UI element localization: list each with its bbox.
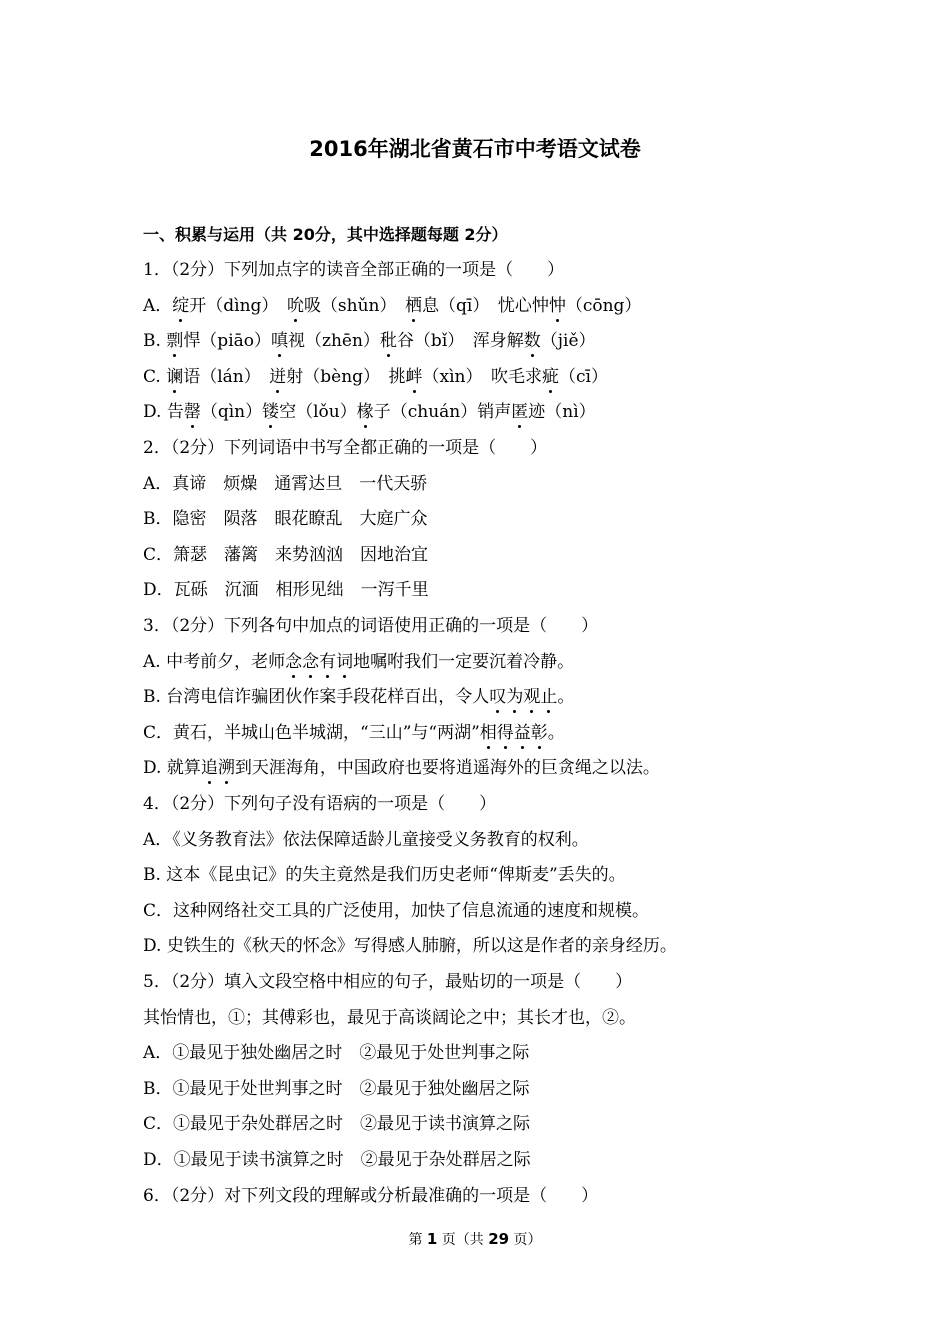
dotted-character: 有 — [319, 651, 337, 672]
line-text: D. 史铁生的《秋天的怀念》写得感人肺腑，所以这是作者的亲身经历。 — [143, 936, 677, 957]
dotted-character: 衅 — [405, 366, 423, 387]
dotted-character: 止 — [540, 687, 558, 708]
line-text: 迹（nì） — [528, 402, 596, 423]
line-text: 3．（2分）下列各句中加点的词语使用正确的一项是（ ） — [143, 616, 599, 636]
text-line — [143, 507, 428, 531]
line-text: 射（bèng） 挑 — [286, 366, 406, 387]
dotted-character: 吮 — [286, 295, 304, 316]
line-text: A． — [143, 295, 173, 316]
line-text: A. 中考前夕，老师 — [143, 651, 286, 672]
text-line — [143, 934, 677, 958]
dotted-character: 得 — [496, 722, 514, 743]
line-text: 到天涯海角，中国政府也要将逍遥海外的巨贪绳之以法。 — [234, 758, 660, 779]
text-line — [143, 258, 564, 282]
text-line — [143, 899, 649, 923]
dotted-character: 迸 — [269, 366, 287, 387]
dotted-character: 忡 — [548, 295, 566, 316]
dotted-character: 绽 — [172, 295, 190, 316]
line-text: 吸（shǔn） — [303, 295, 406, 316]
line-text: （cōng） — [565, 295, 642, 316]
text-line — [143, 472, 427, 496]
text-line — [143, 828, 589, 852]
line-text: 语（lán） — [183, 366, 270, 387]
dotted-character: 为 — [506, 687, 524, 708]
exam-title: 2016年湖北省黄石市中考语文试卷 — [309, 137, 641, 161]
text-line — [143, 543, 428, 567]
text-line — [143, 329, 596, 353]
text-line — [143, 970, 632, 994]
dotted-character: 匿 — [511, 402, 529, 423]
text-line — [143, 1041, 529, 1065]
text-line — [143, 1077, 530, 1101]
line-text: A．《义务教育法》依法保障适龄儿童接受义务教育的权利。 — [143, 829, 589, 850]
line-text: 子（chuán）销声 — [373, 402, 512, 423]
text-line — [143, 756, 660, 780]
line-text: 悍（piāo） — [183, 331, 272, 352]
line-text: 谷（bǐ） 浑身解 — [396, 331, 524, 352]
line-text: 开（dìng） — [189, 295, 287, 316]
line-text: B．隐密 陨落 眼花瞭乱 大庭广众 — [143, 509, 428, 530]
line-text: C．黄石，半城山色半城湖，“三山”与“两湖” — [143, 722, 480, 743]
footer-total-pages: 29 — [488, 1230, 510, 1248]
line-text: （qìn） — [200, 402, 263, 423]
dotted-character: 剽 — [166, 331, 184, 352]
page-footer — [0, 1229, 950, 1249]
text-line — [143, 1112, 530, 1136]
dotted-character: 数 — [523, 331, 541, 352]
line-text: D. 就算 — [143, 758, 201, 779]
footer-page-number: 1 — [426, 1230, 438, 1248]
text-line — [143, 1148, 531, 1172]
dotted-character: 相 — [479, 722, 497, 743]
line-text: C. — [143, 366, 167, 387]
text-line — [143, 1006, 636, 1030]
line-text: 6．（2分）对下列文段的理解或分析最准确的一项是（ ） — [143, 1185, 599, 1206]
dotted-character: 念 — [302, 651, 320, 672]
line-text: D. 告 — [143, 402, 184, 423]
dotted-character: 溯 — [217, 758, 235, 779]
text-line — [143, 365, 608, 389]
footer-prefix: 第 — [408, 1232, 427, 1248]
text-line — [143, 1184, 598, 1208]
dotted-character: 罄 — [183, 402, 201, 423]
dotted-character: 叹 — [489, 687, 507, 708]
line-text: 地嘱咐我们一定要沉着冷静。 — [353, 651, 575, 672]
line-text: B. — [143, 331, 167, 352]
text-line — [143, 400, 596, 424]
dotted-character: 彰 — [530, 722, 548, 743]
dotted-character: 镂 — [262, 402, 280, 423]
dotted-character: 谰 — [166, 366, 184, 387]
line-text: 其怡情也，①；其傅彩也，最见于高谈阔论之中；其长才也，②。 — [143, 1007, 636, 1028]
text-line — [143, 685, 574, 709]
text-line — [143, 792, 496, 816]
text-line — [143, 614, 598, 638]
line-text: B．①最见于处世判事之时 ②最见于独处幽居之际 — [143, 1078, 530, 1099]
line-text: D．瓦砾 沉湎 相形见绌 一泻千里 — [143, 580, 429, 601]
text-line — [143, 578, 429, 602]
text-line — [143, 436, 547, 460]
dotted-character: 词 — [336, 651, 354, 672]
line-text: 4．（2分）下列句子没有语病的一项是（ ） — [143, 794, 497, 814]
line-text: 5．（2分）填入文段空格中相应的句子，最贴切的一项是（ ） — [143, 972, 633, 992]
dotted-character: 秕 — [379, 331, 397, 352]
line-text: （cī） — [559, 366, 608, 387]
dotted-character: 观 — [523, 687, 541, 708]
line-text: B. 这本《昆虫记》的失主竟然是我们历史老师“俾斯麦”丢失的。 — [143, 865, 626, 886]
line-text: D．①最见于读书演算之时 ②最见于杂处群居之际 — [143, 1150, 531, 1170]
text-line — [143, 863, 626, 887]
dotted-character: 益 — [513, 722, 531, 743]
line-text: A．真谛 烦燥 通霄达旦 一代天骄 — [143, 473, 428, 494]
footer-middle: 页（共 — [437, 1232, 489, 1248]
line-text: C．①最见于杂处群居之时 ②最见于读书演算之际 — [143, 1114, 531, 1135]
dotted-character: 念 — [285, 651, 303, 672]
line-text: 2．（2分）下列词语中书写全都正确的一项是（ ） — [143, 438, 548, 458]
line-text: 1．（2分）下列加点字的读音全部正确的一项是（ ） — [143, 260, 565, 280]
footer-suffix: 页） — [509, 1232, 542, 1248]
dotted-character: 追 — [200, 758, 218, 779]
line-text: （jiě） — [540, 331, 596, 352]
dotted-character: 栖 — [405, 295, 423, 316]
dotted-character: 椽 — [356, 402, 374, 423]
line-text: 息（qī） 忧心忡 — [422, 295, 549, 316]
section-heading: 一、积累与运用（共 20分，其中选择题每题 2分） — [143, 225, 508, 244]
line-text: （xìn） 吹毛求 — [422, 366, 543, 387]
text-line — [143, 650, 574, 674]
dotted-character: 嗔 — [271, 331, 289, 352]
line-text: A．①最见于独处幽居之时 ②最见于处世判事之际 — [143, 1043, 530, 1064]
line-text: B. 台湾电信诈骗团伙作案手段花样百出，令人 — [143, 687, 490, 708]
text-line — [143, 721, 565, 745]
line-text: 视（zhēn） — [288, 331, 380, 352]
line-text: 空（lǒu） — [279, 402, 357, 423]
text-line — [143, 294, 641, 318]
line-text: 。 — [557, 687, 575, 708]
line-text: C．箫瑟 藩篱 来势汹汹 因地治宜 — [143, 544, 429, 565]
line-text: 。 — [547, 722, 565, 743]
line-text: C．这种网络社交工具的广泛使用，加快了信息流通的速度和规模。 — [143, 900, 650, 921]
dotted-character: 疵 — [542, 366, 560, 387]
